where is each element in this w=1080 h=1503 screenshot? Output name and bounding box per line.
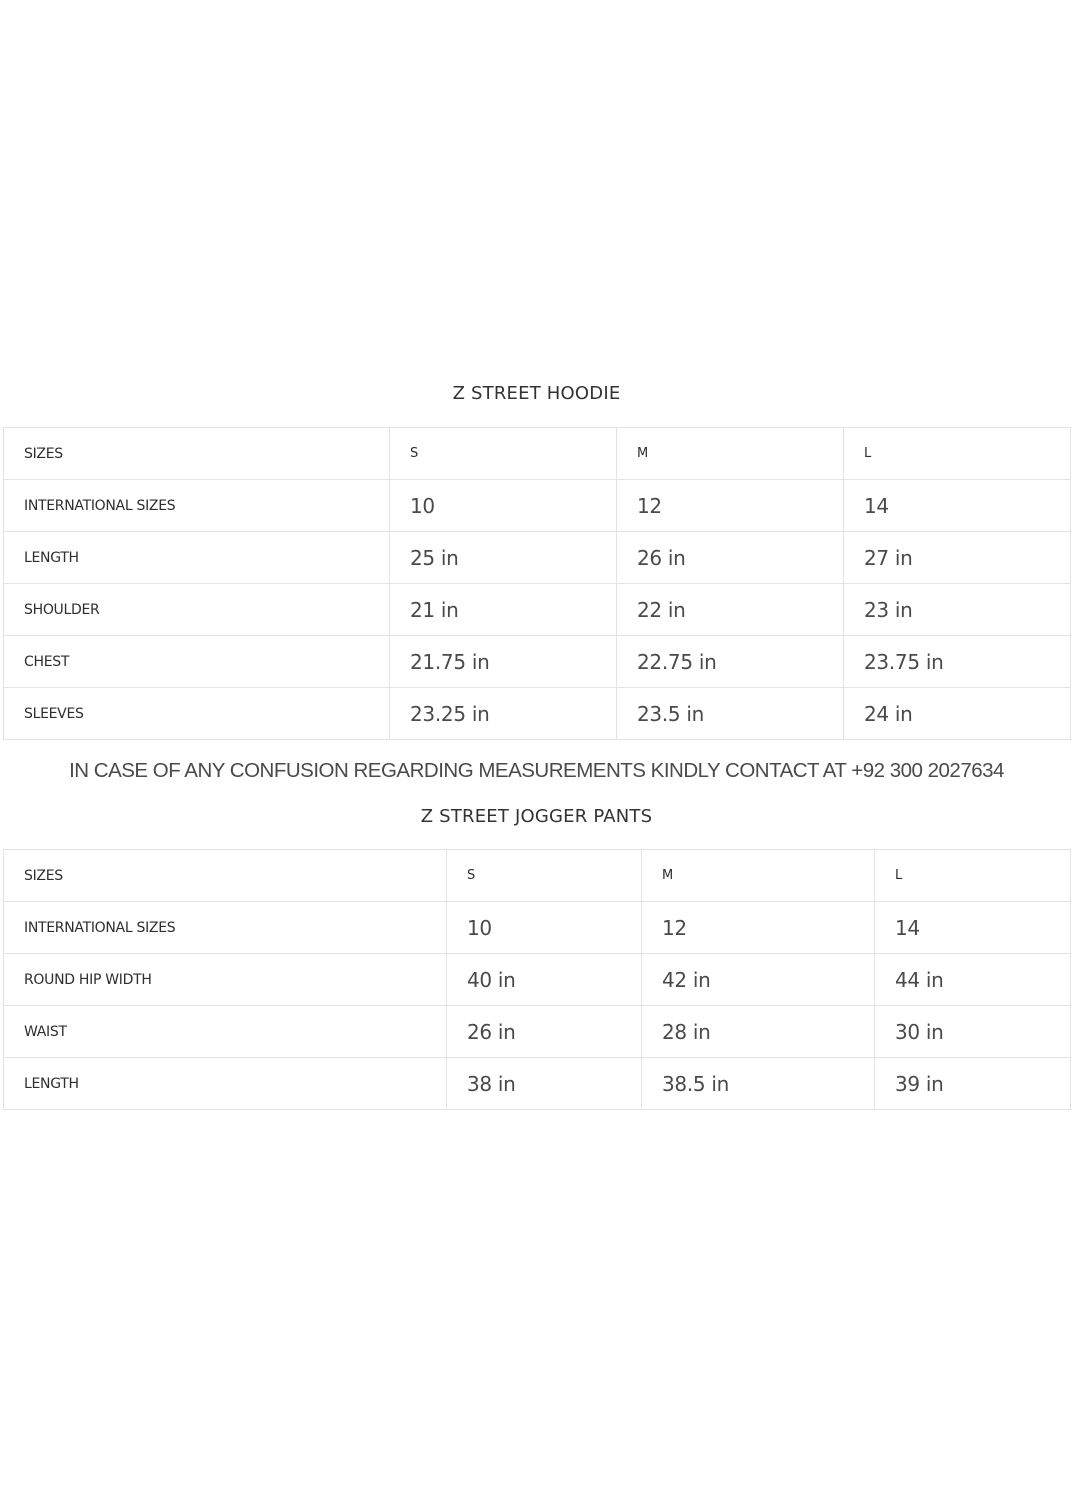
table-cell: 26 in: [617, 532, 844, 584]
row-label: CHEST: [4, 636, 390, 688]
row-label: SLEEVES: [4, 688, 390, 740]
table-cell: 14: [875, 902, 1071, 954]
hoodie-size-table: [3, 427, 1071, 740]
table-cell: 22.75 in: [617, 636, 844, 688]
table-cell: 21 in: [390, 584, 617, 636]
header-cell: L: [875, 850, 1071, 902]
header-cell: SIZES: [4, 428, 390, 480]
table-row: [4, 1058, 1071, 1110]
header-cell: L: [844, 428, 1071, 480]
measurement-contact-notice: IN CASE OF ANY CONFUSION REGARDING MEASUREMENTS KINDLY CONTACT AT +92 300 2027634: [69, 759, 1004, 782]
table-cell: 10: [390, 480, 617, 532]
table-row: [4, 902, 1071, 954]
header-cell: S: [390, 428, 617, 480]
row-label: WAIST: [4, 1006, 447, 1058]
table-cell: 28 in: [642, 1006, 875, 1058]
table-header-row: [4, 428, 1071, 480]
row-label: ROUND HIP WIDTH: [4, 954, 447, 1006]
table-row: [4, 688, 1071, 740]
table-row: [4, 584, 1071, 636]
jogger-table-title: Z STREET JOGGER PANTS: [420, 806, 653, 827]
table-cell: 23 in: [844, 584, 1071, 636]
header-cell: M: [617, 428, 844, 480]
row-label: SHOULDER: [4, 584, 390, 636]
table-cell: 30 in: [875, 1006, 1071, 1058]
table-cell: 42 in: [642, 954, 875, 1006]
table-cell: 23.75 in: [844, 636, 1071, 688]
table-cell: 39 in: [875, 1058, 1071, 1110]
table-cell: 14: [844, 480, 1071, 532]
table-cell: 26 in: [447, 1006, 642, 1058]
row-label: INTERNATIONAL SIZES: [4, 902, 447, 954]
row-label: LENGTH: [4, 1058, 447, 1110]
table-cell: 40 in: [447, 954, 642, 1006]
table-row: [4, 636, 1071, 688]
table-cell: 25 in: [390, 532, 617, 584]
table-cell: 23.5 in: [617, 688, 844, 740]
table-row: [4, 532, 1071, 584]
table-row: [4, 480, 1071, 532]
table-cell: 38 in: [447, 1058, 642, 1110]
table-cell: 23.25 in: [390, 688, 617, 740]
jogger-size-table: [3, 849, 1071, 1110]
table-cell: 22 in: [617, 584, 844, 636]
table-cell: 12: [617, 480, 844, 532]
table-cell: 21.75 in: [390, 636, 617, 688]
hoodie-table-title: Z STREET HOODIE: [452, 383, 621, 404]
table-row: [4, 954, 1071, 1006]
header-cell: SIZES: [4, 850, 447, 902]
header-cell: M: [642, 850, 875, 902]
table-cell: 24 in: [844, 688, 1071, 740]
table-cell: 38.5 in: [642, 1058, 875, 1110]
table-row: [4, 1006, 1071, 1058]
table-cell: 44 in: [875, 954, 1071, 1006]
table-cell: 27 in: [844, 532, 1071, 584]
table-cell: 12: [642, 902, 875, 954]
table-cell: 10: [447, 902, 642, 954]
row-label: INTERNATIONAL SIZES: [4, 480, 390, 532]
table-header-row: [4, 850, 1071, 902]
row-label: LENGTH: [4, 532, 390, 584]
header-cell: S: [447, 850, 642, 902]
